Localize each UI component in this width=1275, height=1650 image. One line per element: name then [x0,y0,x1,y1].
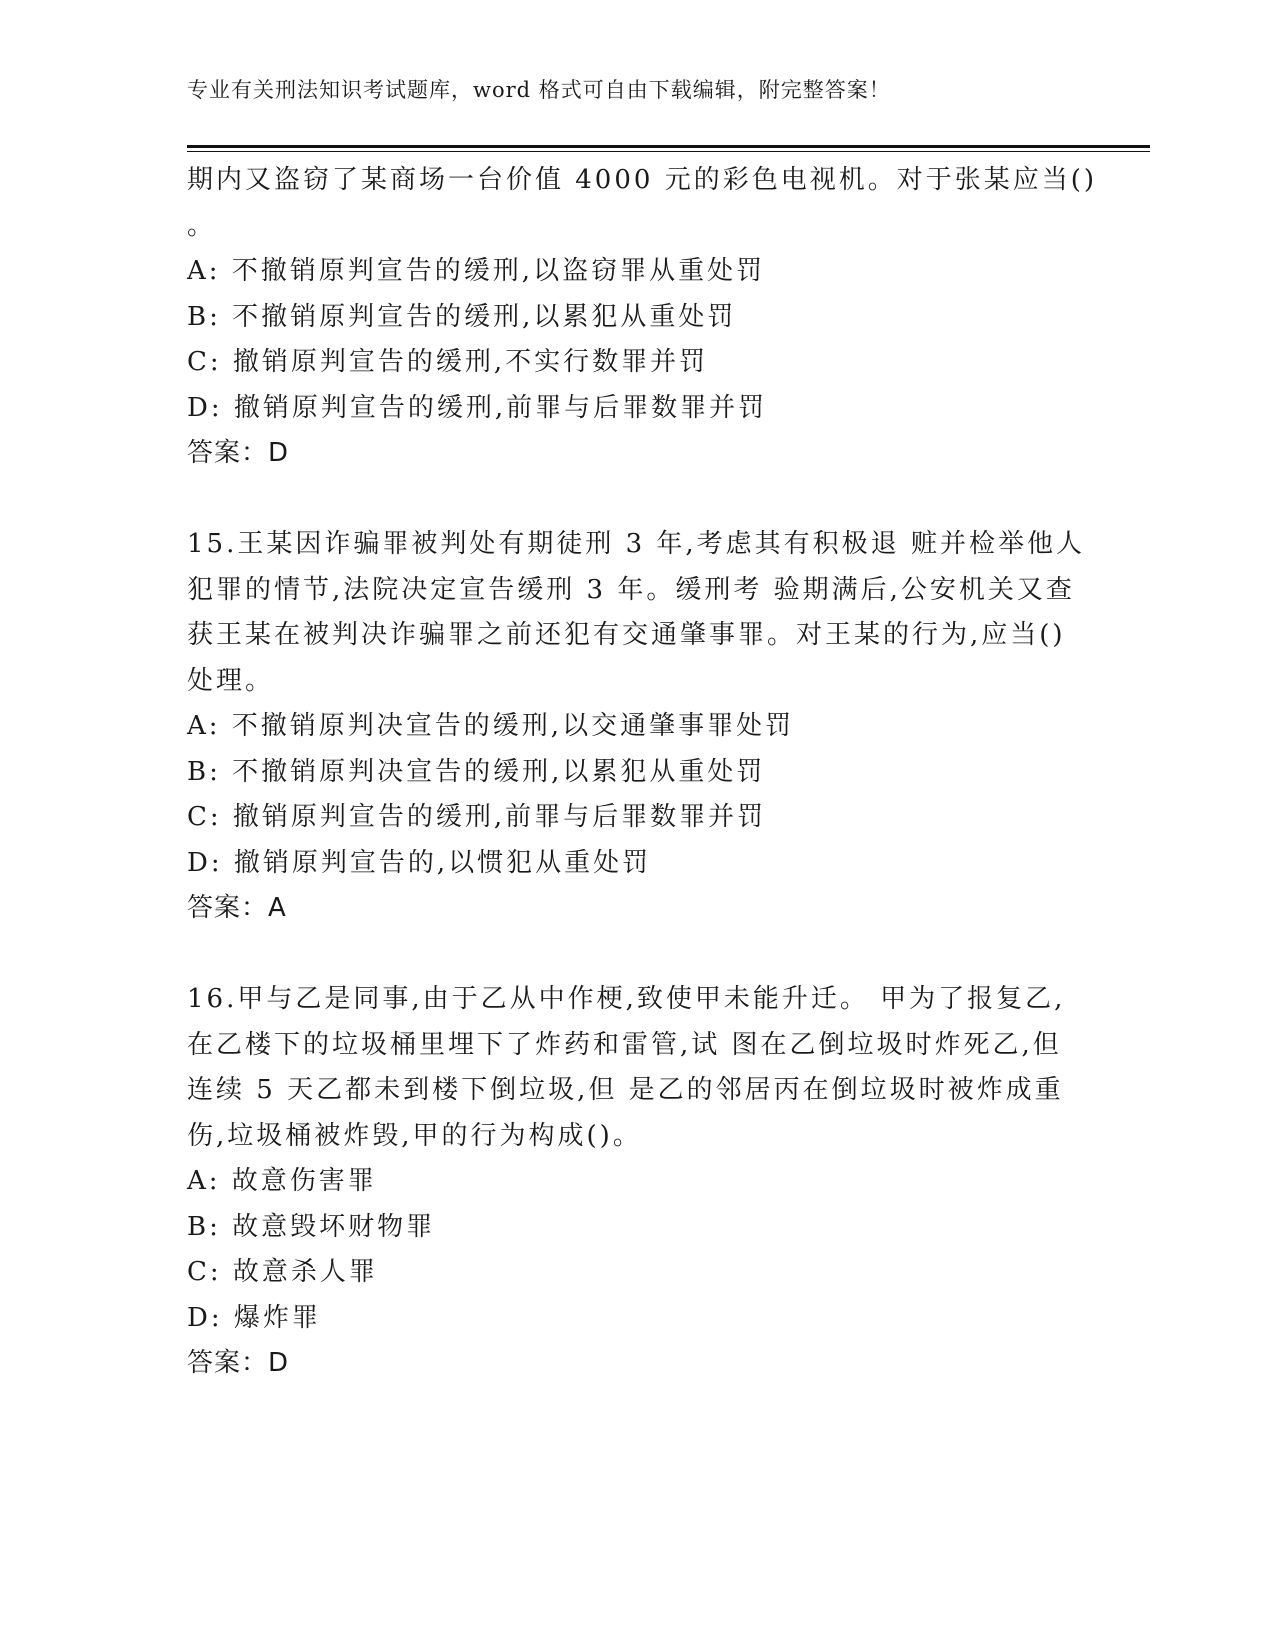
option-b: B: 不撤销原判宣告的缓刑,以累犯从重处罚 [187,301,737,332]
question-stem-line: 16.甲与乙是同事,由于乙从中作梗,致使甲未能升迁。 甲为了报复乙, [187,984,1066,1014]
spacer [187,932,1087,978]
question-16 [187,977,1087,1387]
header-rule-thin [187,151,1150,152]
question-14 [187,158,1097,477]
header-rule-thick [187,145,1150,148]
question-stem-line: 犯罪的情节,法院决定宣告缓刑 3 年。缓刑考 验期满后,公安机关又查 [187,574,1075,605]
answer-line: 答案：A [187,893,287,923]
question-15 [187,522,1087,932]
answer-line: 答案：D [187,438,290,468]
question-stem-line: 伤,垃圾桶被炸毁,甲的行为构成()。 [187,1120,642,1151]
spacer [187,477,1087,523]
question-stem-line: 15.王某因诈骗罪被判处有期徒刑 3 年,考虑其有积极退 赃并检举他人 [187,529,1085,559]
question-stem-line: 期内又盗窃了某商场一台价值 4000 元的彩色电视机。对于张某应当() [187,165,1097,195]
option-c: C: 故意杀人罪 [187,1257,378,1287]
option-c: C: 撤销原判宣告的缓刑,不实行数罪并罚 [187,347,709,377]
option-a: A: 不撤销原判宣告的缓刑,以盗窃罪从重处罚 [187,256,766,286]
option-d: D: 撤销原判宣告的,以惯犯从重处罚 [187,847,652,878]
page-header: 专业有关刑法知识考试题库，word 格式可自由下载编辑，附完整答案！ [187,78,891,102]
option-c: C: 撤销原判宣告的缓刑,前罪与后罪数罪并罚 [187,802,767,832]
option-b: B: 故意毁坏财物罪 [187,1211,436,1242]
answer-line: 答案：D [187,1348,290,1378]
question-stem-line: 获王某在被判决诈骗罪之前还犯有交通肇事罪。对王某的行为,应当() [187,620,1066,650]
question-stem-line: 处理。 [187,665,275,696]
question-stem-line: 。 [187,210,217,241]
question-stem-line: 在乙楼下的垃圾桶里埋下了炸药和雷管,试 图在乙倒垃圾时炸死乙,但 [187,1029,1062,1060]
option-b: B: 不撤销原判决宣告的缓刑,以累犯从重处罚 [187,756,766,787]
option-a: A: 故意伤害罪 [187,1166,377,1196]
option-a: A: 不撤销原判决宣告的缓刑,以交通肇事罪处罚 [187,711,795,741]
question-stem-line: 连续 5 天乙都未到楼下倒垃圾,但 是乙的邻居丙在倒垃圾时被炸成重 [187,1075,1064,1105]
document-body [187,158,1097,1387]
option-d: D: 爆炸罪 [187,1302,321,1333]
option-d: D: 撤销原判宣告的缓刑,前罪与后罪数罪并罚 [187,392,768,423]
